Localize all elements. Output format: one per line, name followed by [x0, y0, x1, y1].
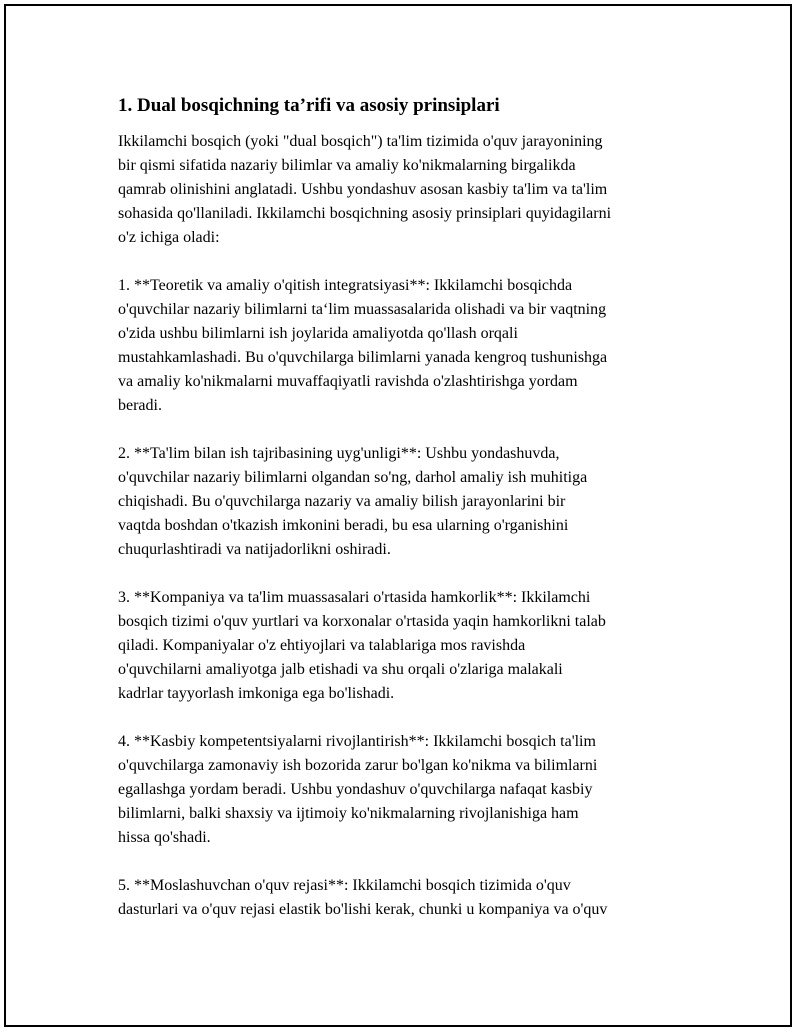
text-line: o'quvchilarni amaliyotga jalb etishadi va shu orqali o'zlariga malakali: [118, 661, 563, 678]
text-line: o'quvchilarga zamonaviy ish bozorida zarur bo'lgan ko'nikma va bilimlarni: [118, 757, 598, 774]
text-line: sohasida qo'llaniladi. Ikkilamchi bosqichning asosiy prinsiplari quyidagilarni: [118, 205, 612, 222]
text-line: bir qismi sifatida nazariy bilimlar va amaliy ko'nikmalarning birgalikda: [118, 157, 576, 174]
text-line: hissa qo'shadi.: [118, 829, 211, 846]
text-line: egallashga yordam beradi. Ushbu yondashuv o'quvchilarga nafaqat kasbiy: [118, 781, 593, 798]
text-line: qiladi. Kompaniyalar o'z ehtiyojlari va talablariga mos ravishda: [118, 637, 526, 654]
text-line: Ikkilamchi bosqich (yoki "dual bosqich") ta'lim tizimida o'quv jarayonining: [118, 133, 603, 150]
text-line: kadrlar tayyorlash imkoniga ega bo'lishadi.: [118, 685, 395, 702]
text-line: 1. **Teoretik va amaliy o'qitish integratsiyasi**: Ikkilamchi bosqichda: [118, 277, 573, 294]
text-line: va amaliy ko'nikmalarni muvaffaqiyatli ravishda o'zlashtirishga yordam: [118, 373, 578, 390]
text-line: bilimlarni, balki shaxsiy va ijtimoiy ko'nikmalarning rivojlanishiga ham: [118, 805, 579, 822]
text-line: dasturlari va o'quv rejasi elastik bo'lishi kerak, chunki u kompaniya va o'quv: [118, 901, 608, 918]
text-line: 4. **Kasbiy kompetentsiyalarni rivojlantirish**: Ikkilamchi bosqich ta'lim: [118, 733, 596, 750]
intro-paragraph: [118, 130, 698, 250]
text-line: o'zida ushbu bilimlarni ish joylarida amaliyotda qo'llash orqali: [118, 325, 518, 342]
text-line: vaqtda boshdan o'tkazish imkonini beradi, bu esa ularning o'rganishini: [118, 517, 569, 534]
text-line: 3. **Kompaniya va ta'lim muassasalari o'rtasida hamkorlik**: Ikkilamchi: [118, 589, 591, 606]
text-line: chuqurlashtiradi va natijadorlikni oshiradi.: [118, 541, 391, 558]
principle-5-paragraph: [118, 874, 698, 922]
text-line: bosqich tizimi o'quv yurtlari va korxonalar o'rtasida yaqin hamkorlikni talab: [118, 613, 606, 630]
text-line: o'z ichiga oladi:: [118, 229, 220, 246]
principle-1-paragraph: [118, 274, 698, 418]
text-line: o'quvchilar nazariy bilimlarni ta‘lim muassasalarida olishadi va bir vaqtning: [118, 301, 607, 318]
text-line: 5. **Moslashuvchan o'quv rejasi**: Ikkilamchi bosqich tizimida o'quv: [118, 877, 571, 894]
text-line: o'quvchilar nazariy bilimlarni olgandan so'ng, darhol amaliy ish muhitiga: [118, 469, 588, 486]
text-line: qamrab olinishini anglatadi. Ushbu yondashuv asosan kasbiy ta'lim va ta'lim: [118, 181, 608, 198]
text-line: mustahkamlashadi. Bu o'quvchilarga bilimlarni yanada kengroq tushunishga: [118, 349, 608, 366]
principle-4-paragraph: [118, 730, 698, 850]
document-body: [118, 94, 698, 946]
text-line: beradi.: [118, 397, 162, 414]
principle-2-paragraph: [118, 442, 698, 562]
principle-3-paragraph: [118, 586, 698, 706]
text-line: chiqishadi. Bu o'quvchilarga nazariy va amaliy bilish jarayonlarini bir: [118, 493, 566, 510]
section-heading: 1. Dual bosqichning ta’rifi va asosiy prinsiplari: [118, 95, 500, 116]
text-line: 2. **Ta'lim bilan ish tajribasining uyg'unligi**: Ushbu yondashuvda,: [118, 445, 560, 462]
